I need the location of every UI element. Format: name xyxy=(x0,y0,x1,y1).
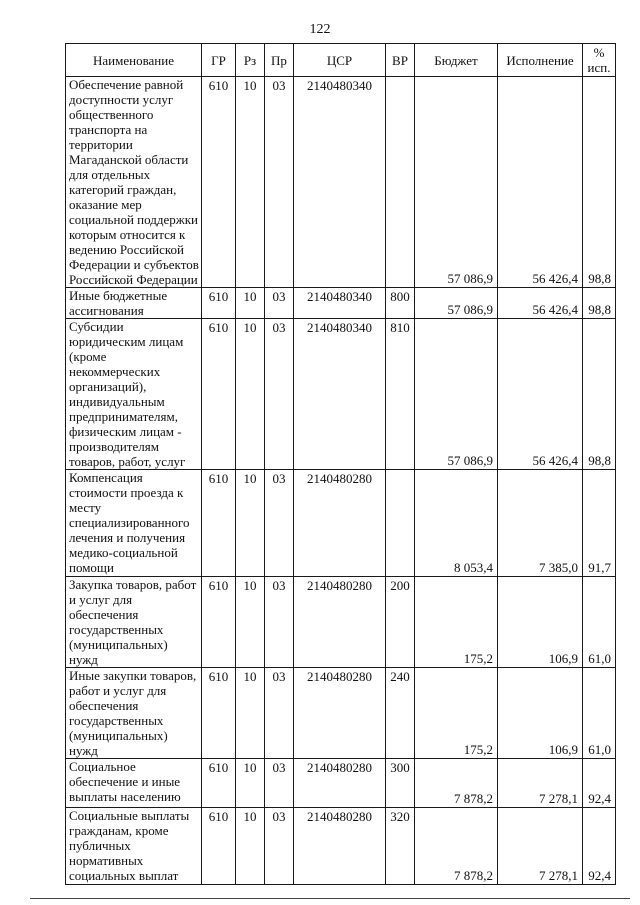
row-pr: 03 xyxy=(265,319,294,470)
row-budget: 8 053,4 xyxy=(415,470,498,577)
row-execution: 56 426,4 xyxy=(498,77,583,288)
table-row xyxy=(66,577,616,668)
header-pct: % исп. xyxy=(583,44,616,77)
row-budget: 7 878,2 xyxy=(415,759,498,808)
row-pr: 03 xyxy=(265,808,294,885)
row-gr: 610 xyxy=(202,77,236,288)
row-rz: 10 xyxy=(236,668,265,759)
header-gr: ГР xyxy=(202,44,236,77)
row-pct: 61,0 xyxy=(583,577,616,668)
row-rz: 10 xyxy=(236,759,265,808)
row-execution: 7 278,1 xyxy=(498,759,583,808)
row-gr: 610 xyxy=(202,808,236,885)
row-vr xyxy=(386,77,415,288)
row-csr: 2140480340 xyxy=(294,319,386,470)
row-rz: 10 xyxy=(236,319,265,470)
row-vr: 240 xyxy=(386,668,415,759)
row-vr: 800 xyxy=(386,288,415,319)
row-vr xyxy=(386,470,415,577)
row-name: Социальное обеспечение и иные выплаты населению xyxy=(66,759,202,808)
row-vr: 300 xyxy=(386,759,415,808)
header-execution: Исполнение xyxy=(498,44,583,77)
footer-divider xyxy=(30,898,630,899)
row-rz: 10 xyxy=(236,77,265,288)
table-row xyxy=(66,759,616,808)
row-csr: 2140480280 xyxy=(294,577,386,668)
row-budget: 57 086,9 xyxy=(415,288,498,319)
row-budget: 57 086,9 xyxy=(415,319,498,470)
row-vr: 810 xyxy=(386,319,415,470)
row-name: Компенсация стоимости проезда к месту специализированного лечения и получения медико-социальной помощи xyxy=(66,470,202,577)
header-budget: Бюджет xyxy=(415,44,498,77)
row-execution: 7 385,0 xyxy=(498,470,583,577)
row-csr: 2140480340 xyxy=(294,77,386,288)
row-name: Обеспечение равной доступности услуг общественного транспорта на территории Магаданской области для отдельных категорий граждан, оказание мер социальной поддержки которым относится к ведению Российской Федерации и субъектов Российской Федерации xyxy=(66,77,202,288)
row-budget: 175,2 xyxy=(415,668,498,759)
row-pr: 03 xyxy=(265,77,294,288)
row-name: Иные бюджетные ассигнования xyxy=(66,288,202,319)
row-pct: 98,8 xyxy=(583,319,616,470)
row-pr: 03 xyxy=(265,288,294,319)
row-pct: 98,8 xyxy=(583,288,616,319)
row-rz: 10 xyxy=(236,288,265,319)
table-row xyxy=(66,668,616,759)
row-rz: 10 xyxy=(236,808,265,885)
table-row xyxy=(66,808,616,885)
header-name: Наименование xyxy=(66,44,202,77)
row-gr: 610 xyxy=(202,470,236,577)
row-name: Социальные выплаты гражданам, кроме публичных нормативных социальных выплат xyxy=(66,808,202,885)
budget-table xyxy=(65,43,616,885)
row-pct: 61,0 xyxy=(583,668,616,759)
row-pr: 03 xyxy=(265,759,294,808)
row-vr: 200 xyxy=(386,577,415,668)
row-budget: 7 878,2 xyxy=(415,808,498,885)
row-pr: 03 xyxy=(265,470,294,577)
row-gr: 610 xyxy=(202,759,236,808)
row-gr: 610 xyxy=(202,668,236,759)
row-gr: 610 xyxy=(202,319,236,470)
header-pr: Пр xyxy=(265,44,294,77)
page-number: 122 xyxy=(309,22,331,37)
table-row xyxy=(66,470,616,577)
row-name: Иные закупки товаров, работ и услуг для обеспечения государственных (муниципальных) нужд xyxy=(66,668,202,759)
row-budget: 57 086,9 xyxy=(415,77,498,288)
row-budget: 175,2 xyxy=(415,577,498,668)
row-execution: 56 426,4 xyxy=(498,288,583,319)
row-rz: 10 xyxy=(236,470,265,577)
table-row xyxy=(66,319,616,470)
row-pr: 03 xyxy=(265,577,294,668)
row-csr: 2140480280 xyxy=(294,470,386,577)
row-gr: 610 xyxy=(202,288,236,319)
row-pct: 92,4 xyxy=(583,759,616,808)
row-pct: 92,4 xyxy=(583,808,616,885)
row-execution: 7 278,1 xyxy=(498,808,583,885)
table-row xyxy=(66,77,616,288)
header-rz: Рз xyxy=(236,44,265,77)
row-gr: 610 xyxy=(202,577,236,668)
row-pr: 03 xyxy=(265,668,294,759)
header-csr: ЦСР xyxy=(294,44,386,77)
row-execution: 106,9 xyxy=(498,577,583,668)
row-name: Субсидии юридическим лицам (кроме некоммерческих организаций), индивидуальным предпринимателям, физическим лицам - производителям товаров, работ, услуг xyxy=(66,319,202,470)
row-csr: 2140480340 xyxy=(294,288,386,319)
table-header-row xyxy=(66,44,616,77)
row-csr: 2140480280 xyxy=(294,759,386,808)
table-row xyxy=(66,288,616,319)
row-csr: 2140480280 xyxy=(294,808,386,885)
row-vr: 320 xyxy=(386,808,415,885)
row-csr: 2140480280 xyxy=(294,668,386,759)
row-pct: 98,8 xyxy=(583,77,616,288)
row-execution: 106,9 xyxy=(498,668,583,759)
row-name: Закупка товаров, работ и услуг для обеспечения государственных (муниципальных) нужд xyxy=(66,577,202,668)
row-rz: 10 xyxy=(236,577,265,668)
row-pct: 91,7 xyxy=(583,470,616,577)
header-vr: ВР xyxy=(386,44,415,77)
row-execution: 56 426,4 xyxy=(498,319,583,470)
